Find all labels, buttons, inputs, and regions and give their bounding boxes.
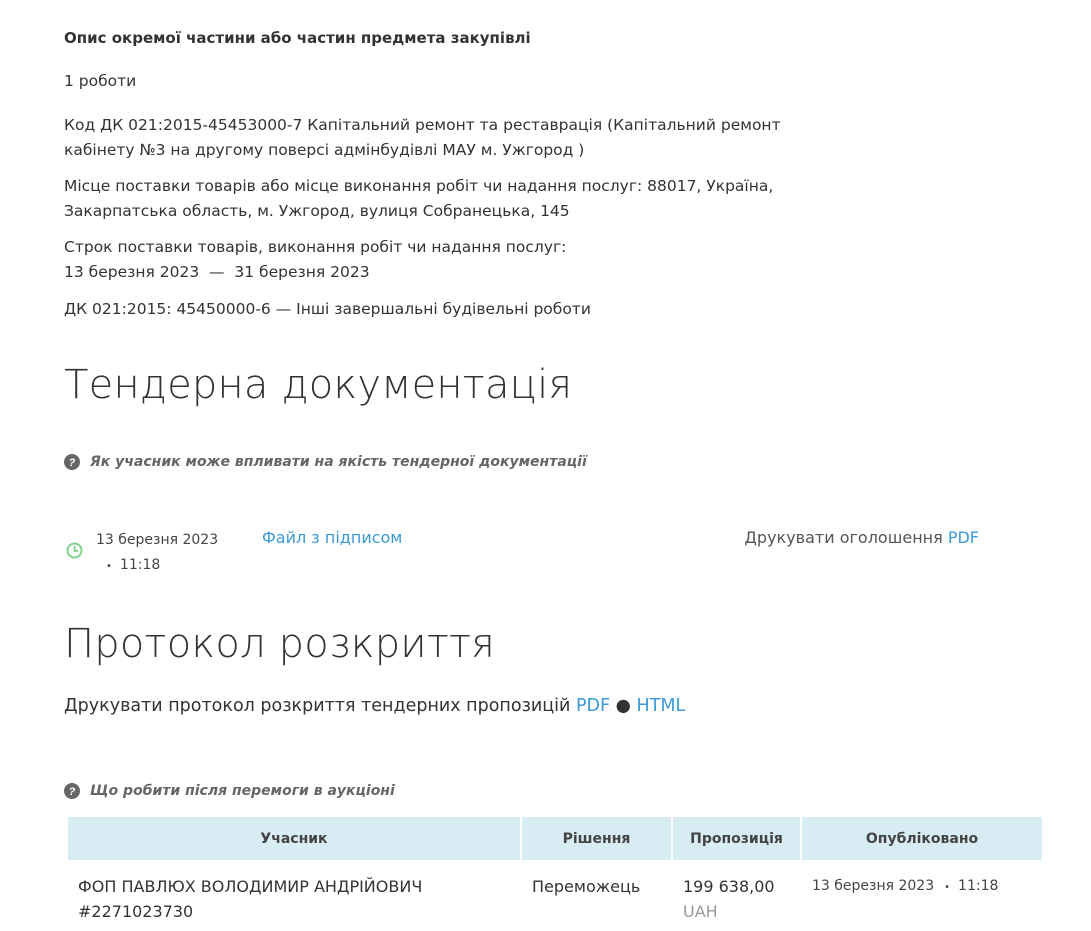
lot-delivery-period bbox=[64, 235, 804, 285]
protocol-print-label: Друкувати протокол розкриття тендерних пропозицій bbox=[64, 696, 571, 716]
protocol-html-link[interactable]: HTML bbox=[636, 696, 686, 716]
decision-cell: Переможець bbox=[532, 877, 641, 896]
published-cell bbox=[802, 860, 1042, 924]
document-time: 11:18 bbox=[119, 557, 161, 573]
lot-classification bbox=[64, 113, 804, 163]
lot-delivery-place-line2: Закарпатська область, м. Ужгород, вулиця Собранецька, 145 bbox=[64, 202, 570, 220]
signed-file-link[interactable]: Файл з підписом bbox=[262, 528, 403, 547]
offer-amount: 199 638,00 bbox=[683, 877, 775, 896]
column-header-published: Опубліковано bbox=[802, 817, 1042, 860]
protocol-print bbox=[64, 694, 964, 719]
bullet-icon: • bbox=[106, 561, 112, 572]
lot-delivery-period-label: Строк поставки товарів, виконання робіт чи надання послуг: bbox=[64, 238, 567, 256]
print-announcement bbox=[744, 528, 979, 547]
participant-cell bbox=[68, 860, 520, 924]
protocol-pdf-link[interactable]: PDF bbox=[575, 696, 611, 716]
tender-docs-heading: Тендерна документація bbox=[64, 362, 573, 408]
tender-docs-help-text[interactable]: Як учасник може впливати на якість тендерної документації bbox=[90, 454, 587, 470]
lot-delivery-period-value: 13 березня 2023 — 31 березня 2023 bbox=[64, 263, 370, 281]
protocol-separator: ● bbox=[615, 696, 631, 716]
print-announcement-pdf-link[interactable]: PDF bbox=[947, 528, 979, 547]
participant-id: #2271023730 bbox=[78, 902, 194, 921]
document-row bbox=[64, 526, 979, 576]
lot-delivery-place-line1: Місце поставки товарів або місце виконання робіт чи надання послуг: 88017, Україна, bbox=[64, 177, 774, 195]
column-header-offer: Пропозиція bbox=[673, 817, 800, 860]
svg-text:?: ? bbox=[68, 457, 76, 470]
published-time: 11:18 bbox=[958, 878, 999, 894]
column-header-participant: Учасник bbox=[68, 817, 520, 860]
column-header-decision: Рішення bbox=[522, 817, 671, 860]
protocol-heading: Протокол розкриття bbox=[64, 621, 496, 667]
protocol-help-text[interactable]: Що робити після перемоги в аукціоні bbox=[90, 783, 395, 799]
table-row bbox=[68, 860, 1042, 924]
protocol-help[interactable] bbox=[64, 783, 395, 799]
question-circle-icon bbox=[64, 783, 80, 799]
clock-icon bbox=[66, 542, 83, 559]
published-datetime bbox=[812, 874, 1032, 900]
participant-name: ФОП ПАВЛЮХ ВОЛОДИМИР АНДРІЙОВИЧ bbox=[78, 877, 423, 896]
table-header-row bbox=[68, 817, 1042, 860]
lot-quantity: 1 роботи bbox=[64, 72, 137, 90]
published-date: 13 березня 2023 bbox=[812, 878, 935, 894]
lot-delivery-place bbox=[64, 174, 804, 224]
offer-cell bbox=[673, 860, 800, 924]
svg-text:?: ? bbox=[68, 786, 76, 799]
tender-docs-help[interactable] bbox=[64, 454, 587, 470]
question-circle-icon bbox=[64, 454, 80, 470]
document-date: 13 березня 2023 bbox=[96, 532, 219, 548]
lot-dk-code: ДК 021:2015: 45450000-6 — Інші завершальні будівельні роботи bbox=[64, 300, 591, 318]
bullet-icon: • bbox=[944, 882, 951, 893]
print-announcement-label: Друкувати оголошення bbox=[744, 528, 943, 547]
lot-title: Опис окремої частини або частин предмета закупівлі bbox=[64, 29, 531, 47]
lot-classification-line1: Код ДК 021:2015-45453000-7 Капітальний ремонт та реставрація (Капітальний ремонт bbox=[64, 116, 781, 134]
protocol-table bbox=[66, 817, 1044, 924]
offer-currency: UAH bbox=[683, 902, 718, 921]
document-datetime bbox=[96, 528, 218, 579]
lot-classification-line2: кабінету №3 на другому поверсі адмінбудівлі МАУ м. Ужгород ) bbox=[64, 141, 585, 159]
